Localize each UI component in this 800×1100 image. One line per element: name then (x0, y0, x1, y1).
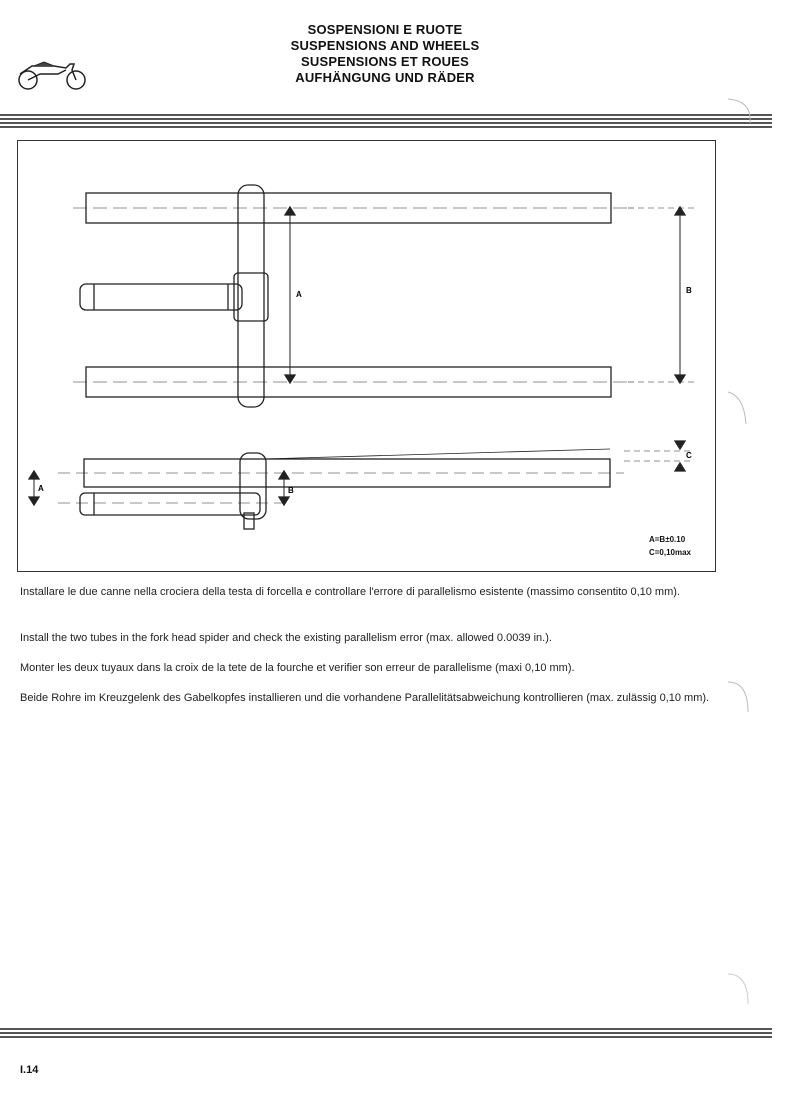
label-a-side: A (38, 484, 44, 493)
label-a-top: A (296, 290, 302, 299)
binder-hole-mark (724, 968, 754, 1008)
top-view (73, 185, 698, 407)
binder-hole-mark (724, 388, 754, 428)
page-number: I.14 (20, 1064, 39, 1076)
fork-tube-diagram (17, 140, 716, 572)
paragraph-german: Beide Rohre im Kreuzgelenk des Gabelkopfes installieren und die vorhandene Parallelitätsabweichung kontrollieren (max. zulässig 0,10 mm). (20, 692, 710, 704)
header-divider (0, 114, 772, 130)
title-french: SUSPENSIONS ET ROUES (301, 54, 469, 69)
binder-hole-mark (724, 676, 754, 716)
side-shaft (80, 493, 260, 515)
label-b-side: B (288, 486, 294, 495)
label-c-side: C (686, 451, 692, 460)
tolerance-legend (649, 533, 691, 559)
motorcycle-icon (14, 58, 90, 97)
title-english: SUSPENSIONS AND WHEELS (290, 38, 480, 53)
footer-divider (0, 1028, 772, 1040)
title-german: AUFHÄNGUNG UND RÄDER (295, 70, 475, 85)
title-italian: SOSPENSIONI E RUOTE (307, 22, 463, 37)
tolerance-ab: A=B±0.10 (648, 535, 686, 544)
page-header (0, 22, 770, 86)
side-view (29, 441, 694, 529)
side-spider (240, 453, 266, 519)
label-b-top: B (686, 286, 692, 295)
paragraph-italian: Installare le due canne nella crociera della testa di forcella e controllare l'errore di parallelismo esistente (massimo consentito 0,10 mm). (20, 586, 680, 598)
binder-hole-mark (724, 95, 754, 125)
test-shaft (80, 284, 242, 310)
tolerance-c: C=0,10max (648, 548, 691, 557)
paragraph-english: Install the two tubes in the fork head spider and check the existing parallelism error (max. allowed 0.0039 in.). (20, 632, 552, 644)
paragraph-french: Monter les deux tuyaux dans la croix de la tete de la fourche et verifier son erreur de parallelisme (maxi 0,10 mm). (20, 662, 575, 674)
